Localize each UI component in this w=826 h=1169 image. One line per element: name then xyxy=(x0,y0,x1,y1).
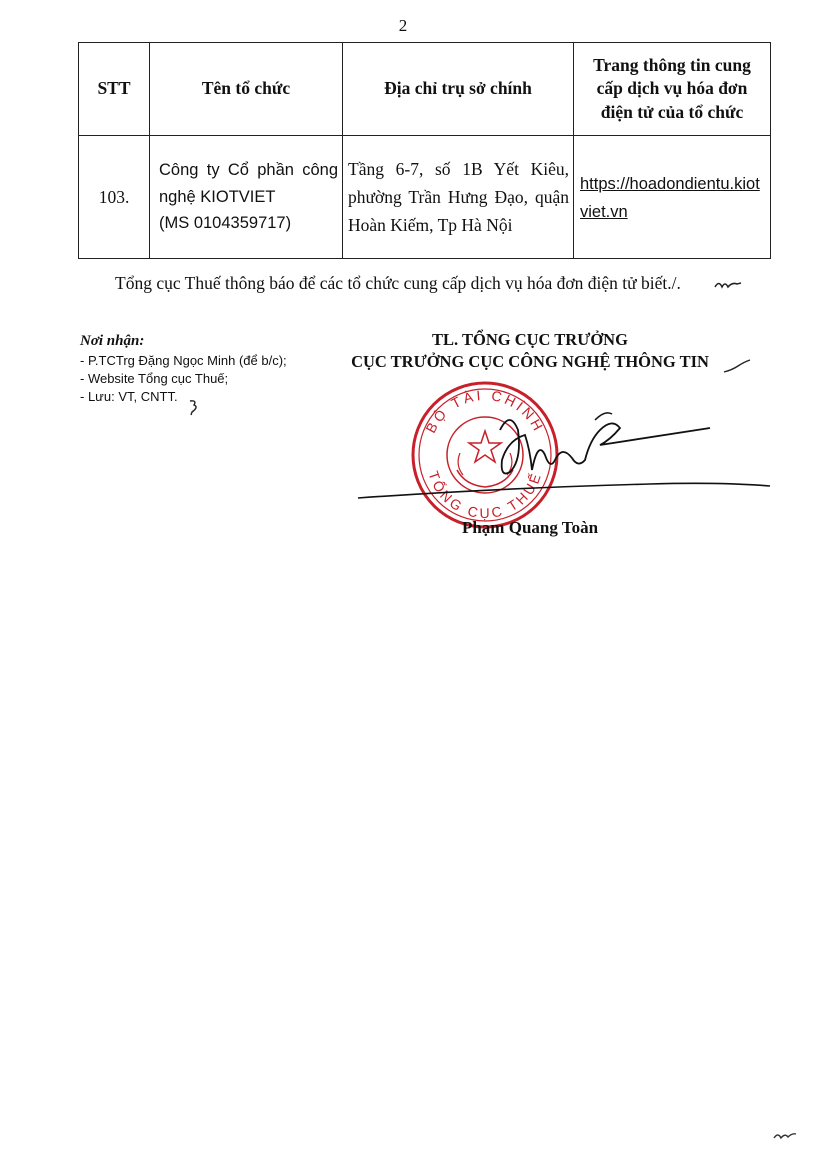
signature-title-line2: CỤC TRƯỞNG CỤC CÔNG NGHỆ THÔNG TIN xyxy=(351,352,709,371)
website-link[interactable]: https://hoadondientu.kiotviet.vn xyxy=(580,174,760,221)
cell-name xyxy=(150,136,343,259)
page-number: 2 xyxy=(398,16,408,35)
seal-top-text: BỘ TÀI CHÍNH xyxy=(422,386,548,436)
provider-table xyxy=(78,42,771,259)
notice-text: Tổng cục Thuế thông báo để các tổ chức cung cấp dịch vụ hóa đơn điện tử biết./. xyxy=(115,273,681,293)
handwritten-signature xyxy=(350,400,790,510)
header-website: Trang thông tin cung cấp dịch vụ hóa đơn điện tử của tổ chức xyxy=(574,43,771,136)
recipient-item: - Lưu: VT, CNTT. xyxy=(80,389,178,405)
initial-mark-recipients xyxy=(188,398,202,416)
cell-website xyxy=(574,136,771,259)
recipients-block xyxy=(80,331,287,407)
tax-code: (MS 0104359717) xyxy=(159,214,292,233)
header-address: Địa chỉ trụ sở chính xyxy=(343,43,574,136)
recipient-item: - Website Tổng cục Thuế; xyxy=(80,371,229,387)
recipients-heading: Nơi nhận: xyxy=(80,333,145,349)
header-stt: STT xyxy=(79,43,150,136)
signer-name: Phạm Quang Toàn xyxy=(461,518,599,537)
page-corner-mark xyxy=(772,1128,798,1142)
cell-address: Tầng 6-7, số 1B Yết Kiêu, phường Trần Hưng Đạo, quận Hoàn Kiếm, Tp Hà Nội xyxy=(343,136,574,259)
company-name: Công ty Cổ phần công nghệ KIOTVIET xyxy=(159,161,338,206)
recipient-item: - P.TCTrg Đặng Ngọc Minh (để b/c); xyxy=(80,353,287,368)
signature-title-line1: TL. TỔNG CỤC TRƯỞNG xyxy=(432,330,628,349)
header-name: Tên tổ chức xyxy=(150,43,343,136)
cell-stt: 103. xyxy=(79,136,150,259)
initial-mark-notice xyxy=(713,278,743,292)
seal-bottom-text: TỔNG CỤC THUẾ xyxy=(425,468,545,522)
table-row xyxy=(79,136,771,259)
table-header-row xyxy=(79,43,771,136)
initial-mark-title xyxy=(722,358,752,376)
